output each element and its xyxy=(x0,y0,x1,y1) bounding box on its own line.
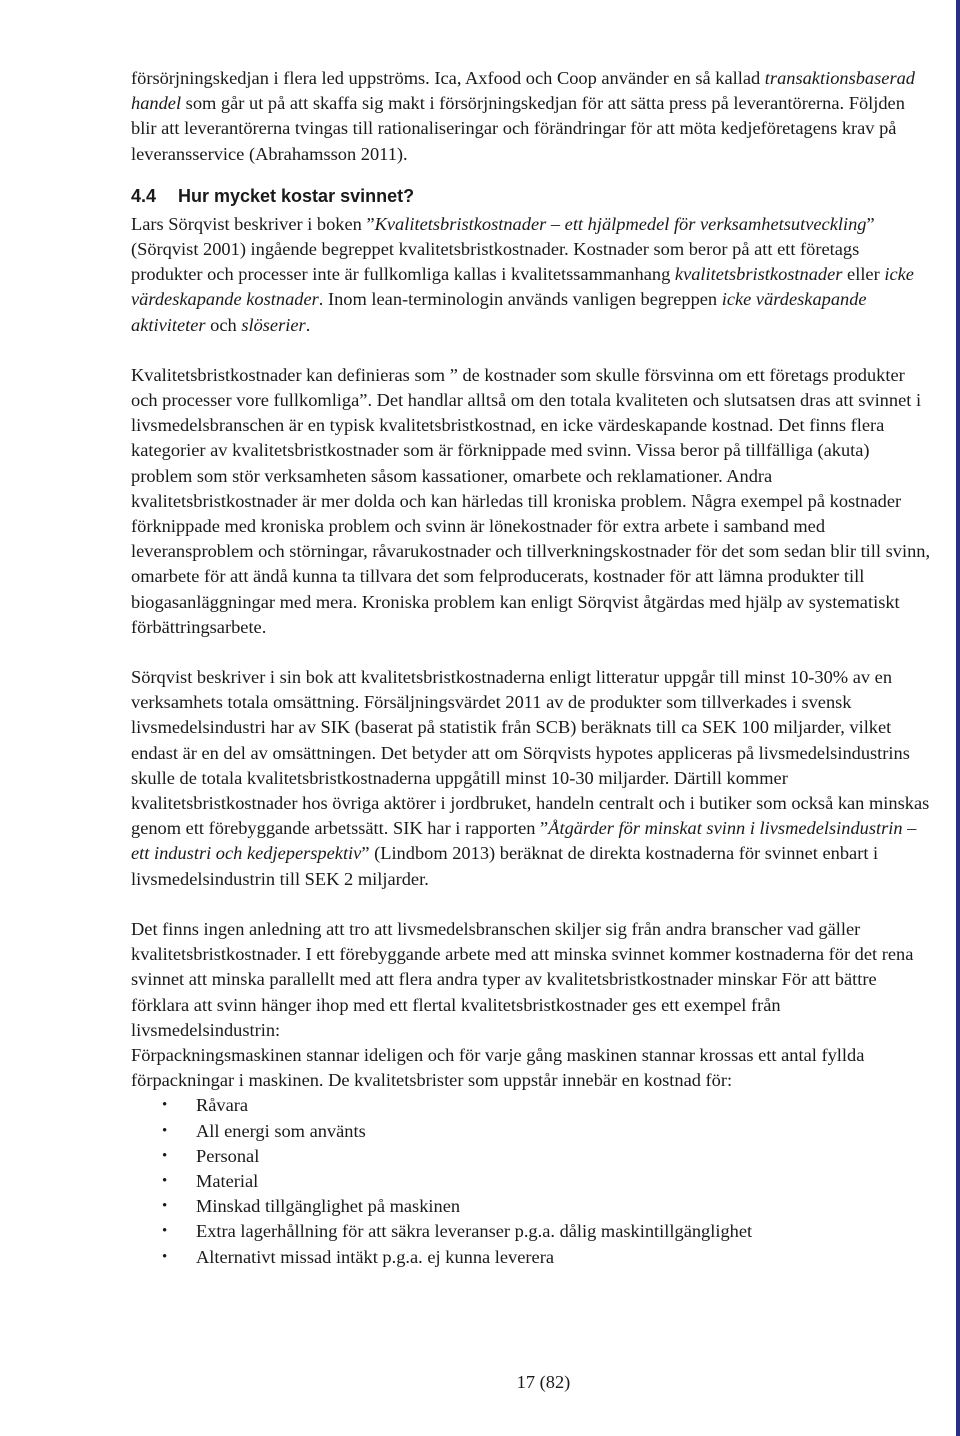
text-run: ” (Sörqvist 2001) ingående begreppet kvalitetsbristkostnader. Kostnader som beror på att ett företags produkter och processer inte är fullkomliga kallas i kvalitetssammanhang xyxy=(131,213,875,285)
text-run: som går ut på att skaffa sig makt i försörjningskedjan för att sätta press på leverantörerna. Följden blir att leverantörerna tvingas till rationaliseringar och förändringar för att möta kedjeföretagens krav på leveransservice (Abrahamsson 2011). xyxy=(131,93,905,164)
bullet-list xyxy=(131,1093,931,1269)
text-run: försörjningskedjan i flera led uppströms. Ica, Axfood och Coop använder en så kallad xyxy=(131,68,765,88)
paragraph xyxy=(131,212,931,338)
list-item-text: Alternativt missad intäkt p.g.a. ej kunna leverera xyxy=(196,1246,554,1267)
list-item-text: Råvara xyxy=(196,1095,249,1116)
section-number: 4.4 xyxy=(131,185,157,206)
text-run: Lars Sörqvist beskriver i boken ” xyxy=(131,213,375,234)
list-item-text: All energi som använts xyxy=(196,1120,366,1141)
text-run: . Inom lean-terminologin används vanligen begreppen xyxy=(318,289,722,310)
bullet-icon: • xyxy=(162,1122,168,1139)
text-run: eller xyxy=(842,264,885,285)
bullet-icon: • xyxy=(162,1172,168,1189)
list-item xyxy=(131,1245,931,1270)
paragraph xyxy=(131,66,931,167)
list-item xyxy=(131,1219,931,1244)
list-item-text: Material xyxy=(196,1170,259,1191)
text-run: Förpackningsmaskinen stannar ideligen och för varje gång maskinen stannar krossas ett antal fyllda förpackningar i maskinen. De kvalitetsbrister som uppstår innebär en kostnad för: xyxy=(131,1044,865,1091)
italic-text-run: transaktionsbaserad handel xyxy=(131,68,915,114)
list-item xyxy=(131,1169,931,1194)
italic-text-run: Åtgärder för minskat svinn i livsmedelsindustrin – ett industri och kedjeperspektiv xyxy=(131,818,917,864)
bullet-icon: • xyxy=(162,1248,168,1265)
document-page xyxy=(131,66,931,1270)
bullet-icon: • xyxy=(162,1223,168,1240)
list-item-text: Extra lagerhållning för att säkra leveranser p.g.a. dålig maskintillgänglighet xyxy=(196,1221,753,1242)
italic-text-run: kvalitetsbristkostnader xyxy=(674,264,843,285)
paragraph xyxy=(131,917,931,1043)
section-title: Hur mycket kostar svinnet? xyxy=(178,185,415,206)
text-run: Sörqvist beskriver i sin bok att kvalitetsbristkostnaderna enligt litteratur uppgår till minst 10-30% av en verksamhets totala omsättning. Försäljningsvärdet 2011 av de produkter som tillverkades i svensk livsmedelsindustri har av SIK (baserat på statistik från SCB) beräknats till ca SEK 100 miljarder, vilket endast är en del av omsättningen. Det betyder att om Sörqvists hypotes appliceras på livsmedelsindustrins skulle de totala kvalitetsbristkostnaderna uppgåtill minst 10-30 miljarder. Därtill kommer kvalitetsbristkostnader hos övriga aktörer i jordbruket, handeln centralt och i butiker som också kan minskas genom ett förebyggande arbetssätt. SIK har i rapporten ” xyxy=(131,667,930,839)
list-item xyxy=(131,1194,931,1219)
paragraph xyxy=(131,665,931,892)
italic-text-run: icke värdeskapande aktiviteter xyxy=(131,289,867,335)
page-number: 17 (82) xyxy=(516,1372,571,1392)
list-item xyxy=(131,1093,931,1118)
text-run: . xyxy=(305,314,311,335)
section-heading xyxy=(131,184,931,209)
list-item xyxy=(131,1119,931,1144)
text-run: och xyxy=(205,314,242,335)
paragraph xyxy=(131,1043,931,1093)
bullet-icon: • xyxy=(162,1198,168,1215)
bullet-icon: • xyxy=(162,1147,168,1164)
italic-text-run: slöserier xyxy=(241,314,306,335)
text-run: Kvalitetsbristkostnader kan definieras som ” de kostnader som skulle försvinna om ett företags produkter och processer vore fullkomliga”. Det handlar alltså om den totala kvaliteten och slutsatsen dras att svinnet i livsmedelsbranschen är en typisk kvalitetsbristkostnad, en icke värdeskapande kostnad. Det finns flera kategorier av kvalitetsbristkostnader som är förknippade med svinn. Vissa beror på tillfälliga (akuta) problem som stör verksamheten såsom kassationer, omarbete och reklamationer. Andra kvalitetsbristkostnader är mer dolda och kan härledas till kroniska problem. Några exempel på kostnader förknippade med kroniska problem och svinn är lönekostnader för extra arbete i samband med leveransproblem och störningar, råvarukostnader och tillverkningskostnader för det som sedan blir till svinn, omarbete för att ändå kunna ta tillvara det som felproducerats, kostnader för att lämna produkter till biogasanläggningar med mera. Kroniska problem kan enligt Sörqvist åtgärdas med hjälp av systematiskt förbättringsarbete. xyxy=(131,364,931,637)
paragraph xyxy=(131,363,931,640)
italic-text-run: icke värdeskapande kostnader xyxy=(131,264,914,310)
list-item-text: Minskad tillgänglighet på maskinen xyxy=(196,1196,461,1217)
list-item xyxy=(131,1144,931,1169)
italic-text-run: Kvalitetsbristkostnader – ett hjälpmedel för verksamhetsutveckling xyxy=(374,213,867,234)
page-edge-line xyxy=(956,0,960,1436)
text-run: ” (Lindbom 2013) beräknat de direkta kostnaderna för svinnet enbart i livsmedelsindustrin till SEK 2 miljarder. xyxy=(131,843,879,889)
bullet-icon: • xyxy=(162,1097,168,1114)
text-run: Det finns ingen anledning att tro att livsmedelsbranschen skiljer sig från andra branscher vad gäller kvalitetsbristkostnader. I ett förebyggande arbete med att minska svinnet kommer kostnaderna för det rena svinnet att minska parallellt med att flera andra typer av kvalitetsbristkostnader minskar För att bättre förklara att svinn hänger ihop med ett flertal kvalitetsbristkostnader ges ett exempel från livsmedelsindustrin: xyxy=(131,918,914,1040)
list-item-text: Personal xyxy=(196,1145,260,1166)
